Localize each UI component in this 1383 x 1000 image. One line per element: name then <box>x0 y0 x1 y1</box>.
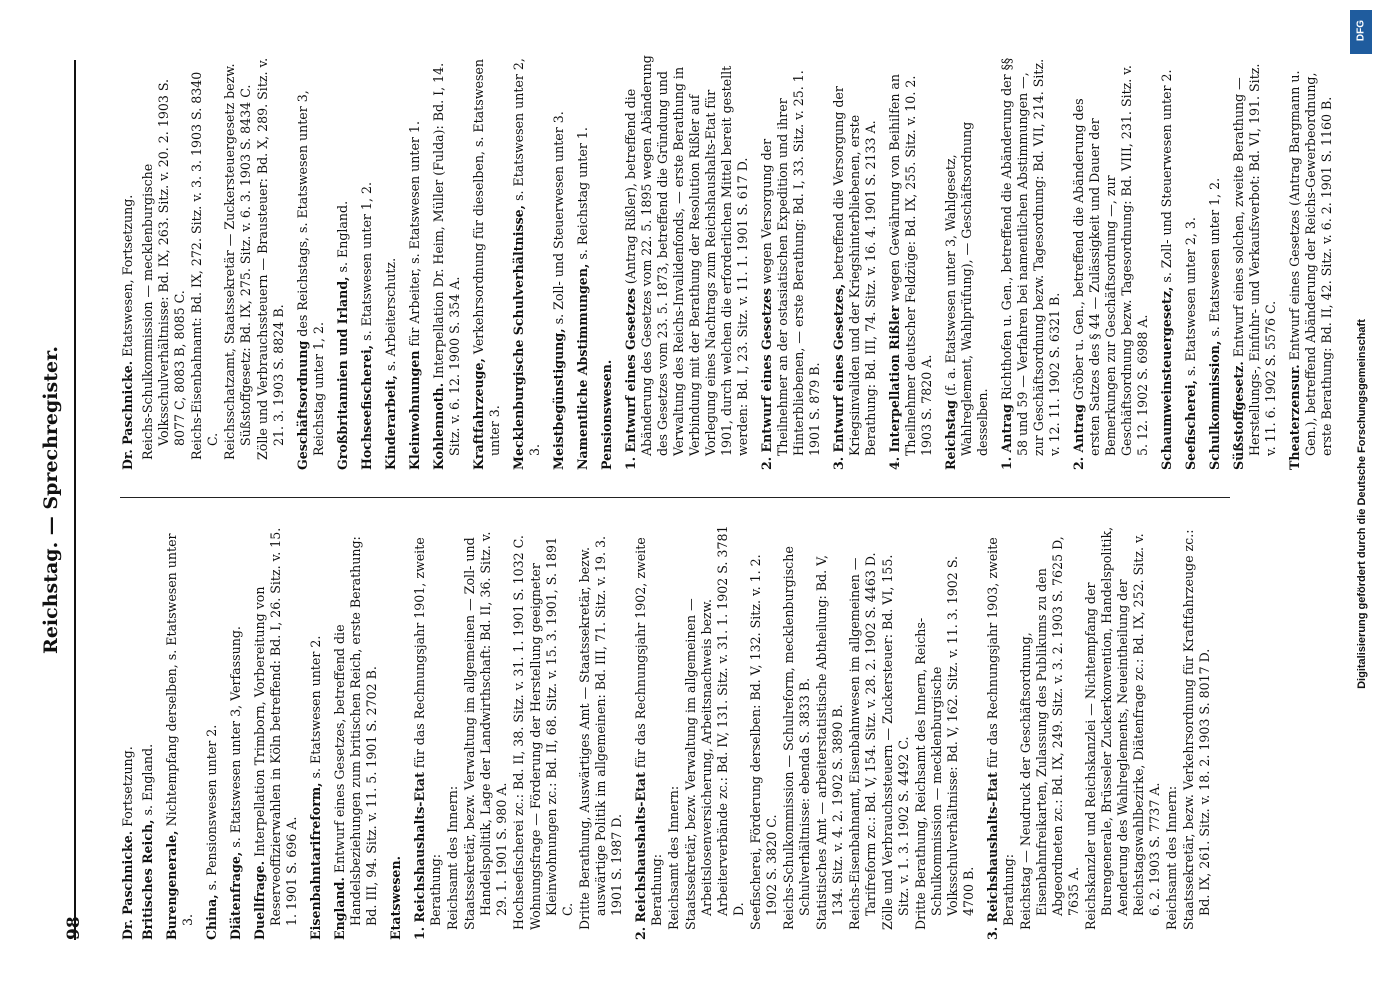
register-entry <box>781 525 813 940</box>
entry-term: China, <box>204 894 219 940</box>
register-entry <box>164 525 196 940</box>
register-entry <box>623 55 751 470</box>
entry-text: Nichtempfang derselben, s. Etatswesen unter 3. <box>164 533 195 926</box>
entry-term: 1. Entwurf eines Gesetzes <box>623 288 638 470</box>
entry-text: Reichs-Eisenbahnamt: Bd. IX, 272. Sitz. v. 3. 3. 1903 S. 8340 C. <box>189 71 220 460</box>
register-entry <box>1231 55 1279 470</box>
register-entry <box>140 55 188 470</box>
register-entry <box>359 55 375 470</box>
entry-text: Reichs-Schulkommission — Schulreform, mecklenburgische Schulverhältnisse: ebenda S. 3833 B. <box>781 546 812 930</box>
entry-text: s. Etatswesen unter 1, 2. <box>359 182 374 341</box>
register-entry <box>551 55 567 470</box>
entry-text: s. Etatswesen unter 2. <box>308 635 323 779</box>
register-entry <box>335 55 351 470</box>
entry-text: Verkehrsordnung für dieselben, s. Etatswesen unter 3. <box>471 59 502 456</box>
entry-text: Reichsamt des Innern: <box>666 785 681 930</box>
entry-text: s. Etatswesen unter 2, 3. <box>1183 217 1198 376</box>
entry-text: Entwurf eines Gesetzes, betreffend die Handelsbeziehungen zum britischen Reich, erste Berathung: Bd. III, 94. Sitz. v. 11. 5. 1901 S. 2702 B. <box>332 536 379 926</box>
register-entry <box>599 55 615 470</box>
register-entry <box>140 525 156 940</box>
entry-term: 2. Reichshaushalts-Etat <box>633 772 648 940</box>
entry-text: s. Zoll- und Steuerwesen unter 2. <box>1159 69 1174 283</box>
register-entry <box>511 55 543 470</box>
logo-text: DFG <box>1355 19 1367 42</box>
register-entry <box>985 525 1017 940</box>
entry-term: 2. Entwurf eines Gesetzes <box>759 288 774 470</box>
entry-text: wegen Versorgung der Theilnehmer an der ostasiatischen Expedition und ihrer Hinterbliebenen, — erste Berathung: Bd. I, 33. Sitz. v. 25. 1. 1901 S. 879 B. <box>759 70 822 456</box>
entry-term: Etatswesen. <box>388 856 403 940</box>
continued-note: Etatswesen, Fortsetzung. <box>120 194 135 357</box>
register-entry <box>252 525 300 940</box>
entry-text: (Antrag Rißler), betreffend die Abänderung des Gesetzes vom 22. 5. 1895 wegen Abänderung des Gesetzes vom 23. 5. 1873, betreffend die Gründung und Verwaltung des Reichs-Invalidenfonds, — erste Berathung in Verbindung mit der Berathung der Resolution Rißler auf Vorlegung eines Nachtrags zum Reichshaushalts-Etat für 1901, durch welchen die erforderlichen Mittel bereit gestellt werden: Bd. I, 23. Sitz. v. 11. 1. 1901 S. 617 D. <box>623 55 750 456</box>
register-entry <box>814 525 846 940</box>
register-entry <box>1159 55 1175 470</box>
speaker-name: Dr. Paschnicke. <box>120 830 135 940</box>
left-column <box>120 525 1214 940</box>
entry-text: Reichsamt des Innern: <box>445 785 460 930</box>
entry-text: Wohnungsfrage — Förderung der Herstellung geeigneter Kleinwohnungen zc.: Bd. II, 68. Sitz. v. 15. 3. 1901, S. 1891 C. <box>528 536 575 930</box>
register-entry <box>471 55 503 470</box>
continued-heading <box>120 525 136 940</box>
entry-text: Gröber u. Gen., betreffend die Abänderung des ersten Satzes des § 44 — Zulässigkeit und Dauer der Bemerkungen zur Geschäftsordnung —, zur Geschäftsordnung bezw. Tagesordnung: Bd. VIII, 231. Sitz. v. 5. 12. 1902 S. 6988 A. <box>1071 65 1150 456</box>
entry-text: wegen Gewährung von Beihilfen an Theilnehmer deutscher Feldzüge: Bd. IX, 255. Sitz. v. 10. 2. 1903 S. 7820 A. <box>887 73 934 456</box>
register-entry <box>1287 55 1335 470</box>
register-entry <box>666 525 682 940</box>
register-entry <box>308 525 324 940</box>
entry-term: Geschäftsordnung <box>295 340 310 470</box>
entry-text: Reichsschatzamt, Staatssekretär — Zuckersteuergesetz bezw. Süßstoffgesetz: Bd. IX, 275. Sitz. v. 6. 3. 1903 S. 8434 C. <box>222 63 253 460</box>
entry-text: für das Rechnungsjahr 1902, zweite Berathung: <box>633 537 664 926</box>
speaker-name: Dr. Paschnicke. <box>120 360 135 470</box>
entry-term: Pensionswesen. <box>599 359 614 470</box>
register-entry <box>999 55 1063 470</box>
register-entry <box>1207 55 1223 470</box>
entry-term: Kraftfahrzeuge, <box>471 358 486 470</box>
register-entry <box>1164 525 1180 940</box>
entry-text: für das Rechnungsjahr 1901, zweite Berathung: <box>412 537 443 926</box>
entry-text: des Reichstags, s. Etatswesen unter 3, Reichstag unter 1, 2. <box>295 90 326 456</box>
register-entry <box>412 525 444 940</box>
running-head: Reichstag. — Sprechregister. <box>40 346 62 654</box>
entry-term: Namentliche Abstimmungen, <box>575 263 590 470</box>
entry-term: Schaumweinsteuergesetz, <box>1159 286 1174 470</box>
entry-term: Seefischerei, <box>1183 379 1198 470</box>
entry-text: Hochseefischerei zc.: Bd. II, 38. Sitz. v. 31. 1. 1901 S. 1032 C. <box>511 535 526 930</box>
register-entry <box>943 55 991 470</box>
register-entry <box>847 525 879 940</box>
entry-term: Großbritannien und Irland, <box>335 276 350 470</box>
register-entry <box>222 55 254 470</box>
register-entry <box>1183 55 1199 470</box>
register-entry <box>295 55 327 470</box>
entry-term: Kinderarbeit, <box>383 375 398 470</box>
entry-text: Statistisches Amt — arbeiterstatistische Abtheilung: Bd. V, 134. Sitz. v. 4. 2. 1902 S. 3890 B. <box>814 554 845 930</box>
right-column <box>120 55 1336 470</box>
entry-text: Staatssekretär, bezw. Verkehrsordnung für Kraftfahrzeuge zc.: Bd. IX, 261. Sitz. v. 18. 2. 1903 S. 8017 D. <box>1181 529 1212 930</box>
register-entry <box>633 525 665 940</box>
credit-text: Digitalisierung gefördert durch die Deutsche Forschungsgemeinschaft <box>1356 319 1368 689</box>
entry-text: für Arbeiter, s. Etatswesen unter 1. <box>407 121 422 347</box>
register-entry <box>748 525 780 940</box>
entry-term: England. <box>332 877 347 940</box>
register-entry <box>388 525 404 940</box>
register-entry <box>575 55 591 470</box>
entry-term: Hochseefischerei, <box>359 344 374 470</box>
entry-text: s. England. <box>335 200 350 273</box>
register-entry <box>189 55 221 470</box>
page-number: 98 <box>64 916 84 940</box>
entry-text: Seefischerei, Förderung derselben: Bd. V, 132. Sitz. v. 1. 2. 1902 S. 3820 C. <box>748 554 779 930</box>
entry-text: s. Reichstag unter 1. <box>575 127 590 260</box>
entry-text: s. Etatswesen unter 3, Verfassung. <box>228 626 243 848</box>
register-entry <box>332 525 380 940</box>
entry-term: Duellfrage. <box>252 860 267 940</box>
entry-text: Reichs-Eisenbahnamt, Eisenbahnwesen im allgemeinen — Tarifreform zc.: Bd. V, 154. Sitz. v. 28. 2. 1902 S. 4463 D. <box>847 552 878 930</box>
entry-term: 1. Antrag <box>999 404 1014 470</box>
entry-term: 2. Antrag <box>1071 404 1086 470</box>
entry-term: Diätenfrage, <box>228 851 243 940</box>
register-entry <box>462 525 510 940</box>
entry-term: Reichstag <box>943 400 958 470</box>
register-entry <box>1071 55 1151 470</box>
entry-text: Reichs-Schulkommission — mecklenburgische Volksschulverhältnisse: Bd. IX, 263. Sitz. v. 20. 2. 1903 S. 8077 C, 8083 B, 8085 C. <box>140 78 187 460</box>
register-entry <box>431 55 463 470</box>
entry-text: s. Zoll- und Steuerwesen unter 3. <box>551 111 566 325</box>
entry-text: betreffend die Versorgung der Kriegsinvaliden und der Kriegshinterbliebenen, erste Berathung: Bd. III, 74. Sitz. v. 16. 4. 1901 S. 2133 A. <box>831 86 878 456</box>
entry-term: 3. Entwurf eines Gesetzes, <box>831 283 846 470</box>
entry-term: Theaterzensur. <box>1287 364 1302 470</box>
entry-text: Staatssekretär, bezw. Verwaltung im allgemeinen — Zoll- und Handelspolitik, Lage der Landwirthschaft: Bd. II, 36. Sitz. v. 29. 1. 1901 S. 980 A. <box>462 531 509 930</box>
register-entry <box>1083 525 1163 940</box>
entry-text: (f. a. Etatswesen unter 3, Wahlgesetz, Wahlreglement, Wahlprüfung), — Geschäftsordnung desselben. <box>943 121 990 456</box>
entry-text: Reichsamt des Innern: <box>1164 785 1179 930</box>
entry-text: Interpellation Trimborn, Vorbereitung von Reserveoffizierwahlen in Köln betreffend: Bd. I, 26. Sitz. v. 15. 1. 1901 S. 696 A. <box>252 527 299 926</box>
entry-term: 1. Reichshaushalts-Etat <box>412 772 427 940</box>
header-rule <box>74 60 76 940</box>
entry-text: s. Etatswesen unter 2, 3. <box>511 58 542 456</box>
digitization-credit <box>1350 8 1372 993</box>
register-entry <box>759 55 823 470</box>
entry-text: Dritte Berathung, Reichsamt des Innern, Reichs-Schulkommission — mecklenburgische Volksschulverhältnisse: Bd. V, 162. Sitz. v. 11. 3. 1902 S. 4700 B. <box>913 555 976 930</box>
register-entry <box>204 525 220 940</box>
continued-note: Fortsetzung. <box>120 746 135 827</box>
entry-text: Entwurf eines solchen, zweite Berathung — Herstellungs-, Einfuhr- und Verkaufsverbot: Bd. VI, 191. Sitz. v. 11. 6. 1902 S. 5576 C. <box>1231 63 1278 456</box>
entry-term: Burengenerale, <box>164 830 179 940</box>
entry-text: Richthofen u. Gen., betreffend die Abänderung der §§ 58 und 59 — Verfahren bei namentlichen Abstimmungen —, zur Geschäftsordnung bezw. Tagesordnung: Bd. VII, 214. Sitz. v. 12. 11. 1902 S. 6321 B. <box>999 57 1062 456</box>
entry-text: Staatssekretär, bezw. Verwaltung im allgemeinen — Arbeitslosenversicherung, Arbeitsnachweis bezw. Arbeiterverbände zc.: Bd. IV, 131. Sitz. v. 31. 1. 1902 S. 3781 D. <box>683 525 746 930</box>
register-entry <box>887 55 935 470</box>
entry-text: s. Arbeiterschutz. <box>383 257 398 372</box>
entry-term: 3. Reichshaushalts-Etat <box>985 772 1000 940</box>
entry-text: s. Etatswesen unter 1, 2. <box>1207 177 1222 337</box>
entry-text: Zölle und Verbrauchssteuern — Brausteuer: Bd. X, 289. Sitz. v. 21. 3. 1903 S. 8824 B. <box>255 57 286 460</box>
register-entry <box>445 525 461 940</box>
entry-text: Entwurf eines Gesetzes (Antrag Bargmann u. Gen.), betreffend Abänderung der Reichs-Gewerbeordnung, erste Berathung: Bd. II, 42. Sitz. v. 6. 2. 1901 S. 1160 B. <box>1287 70 1334 456</box>
entry-text: Dritte Berathung, Auswärtiges Amt — Staatssekretär, bezw. auswärtige Politik im allgemeinen: Bd. III, 71. Sitz. v. 19. 3. 1901 S. 1987 D. <box>577 535 624 930</box>
register-entry <box>407 55 423 470</box>
page-header <box>22 60 102 940</box>
entry-text: s. Pensionswesen unter 2. <box>204 724 219 891</box>
register-entry <box>1181 525 1213 940</box>
entry-term: Kleinwohnungen <box>407 350 422 470</box>
register-entry <box>880 525 912 940</box>
register-entry <box>528 525 576 940</box>
column-divider <box>120 497 1230 498</box>
entry-term: Eisenbahntarifreform, <box>308 782 323 940</box>
register-entry <box>255 55 287 470</box>
entry-term: Mecklenburgische Schulverhältnisse, <box>511 204 526 470</box>
entry-term: Süßstoffgesetz. <box>1231 361 1246 470</box>
entry-text: Zölle und Verbrauchssteuern — Zuckersteuer: Bd. VI, 155. Sitz. v. 1. 3. 1902 S. 4492 C. <box>880 554 911 930</box>
entry-text: s. England. <box>140 743 155 816</box>
entry-term: Schulkommission, <box>1207 340 1222 470</box>
entry-term: Kohlennoth. <box>431 382 446 470</box>
register-entry <box>511 525 527 940</box>
entry-term: Britisches Reich, <box>140 819 155 940</box>
register-entry <box>913 525 977 940</box>
register-entry <box>683 525 747 940</box>
entry-text: Reichskanzler und Reichskanzlei — Nichtempfang der Burengenerale, Brüsseler Zuckerkonvention, Handelspolitik, Aenderung des Wahlreglements, Neueintheilung der Reichstagswahlbezirke, Diätenfrage zc.: Bd. IX, 252. Sitz. v. 6. 2. 1903 S. 7737 A. <box>1083 526 1162 930</box>
register-entry <box>1018 525 1082 940</box>
entry-text: Reichstag — Neudruck der Geschäftsordnung, Eisenbahnfreikarten, Zulassung des Publikums zu den Abgeordneten zc.: Bd. IX, 249. Sitz. v. 3. 2. 1903 S. 7625 D, 7635 A. <box>1018 536 1081 930</box>
entry-term: 4. Interpellation Rißler <box>887 305 902 470</box>
register-entry <box>831 55 879 470</box>
register-entry <box>577 525 625 940</box>
entry-text: Interpellation Dr. Heim, Müller (Fulda): Bd. I, 14. Sitz. v. 6. 12. 1900 S. 354 A. <box>431 62 462 456</box>
entry-text: für das Rechnungsjahr 1903, zweite Berathung: <box>985 537 1016 926</box>
register-entry <box>383 55 399 470</box>
continued-heading <box>120 55 136 470</box>
register-entry <box>228 525 244 940</box>
entry-term: Meistbegünstigung, <box>551 328 566 470</box>
